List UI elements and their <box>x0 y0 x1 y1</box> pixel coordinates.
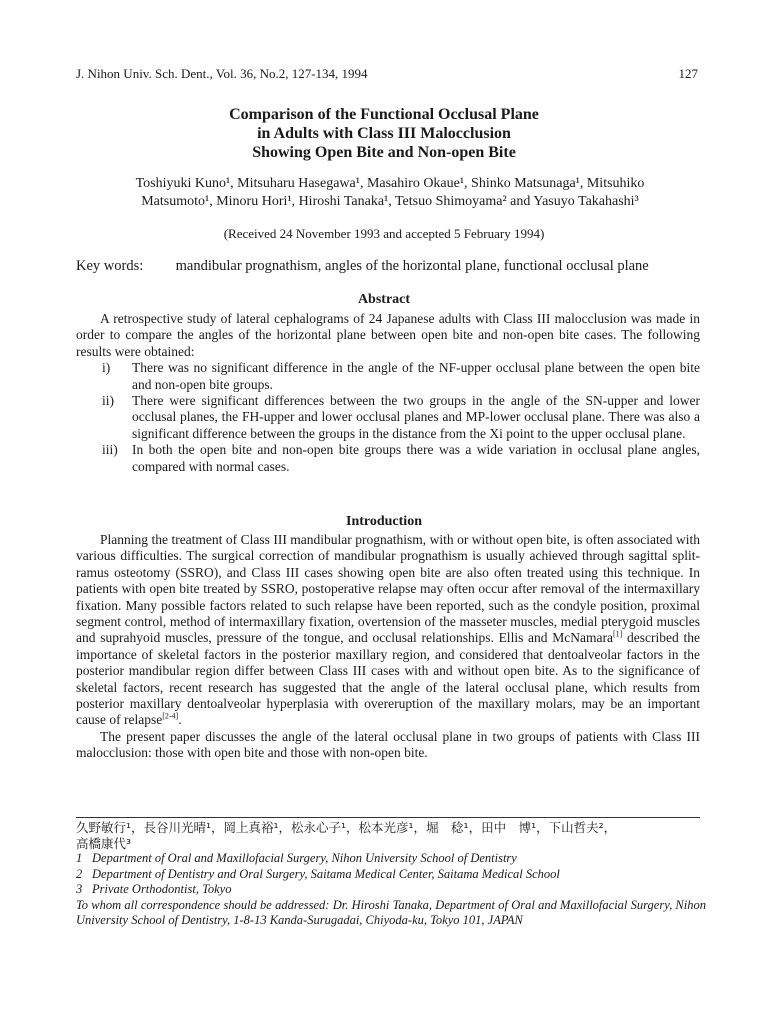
footnote-divider <box>76 817 700 818</box>
author-line: Toshiyuki Kuno¹, Mitsuharu Hasegawa¹, Masahiro Okaue¹, Shinko Matsunaga¹, Mitsuhiko <box>135 176 645 191</box>
author-list <box>80 175 700 211</box>
citation-ref: [2-4] <box>162 711 179 721</box>
result-item <box>76 360 700 393</box>
abstract-intro: A retrospective study of lateral cephalograms of 24 Japanese adults with Class III malocclusion was made in order to compare the angles of the horizontal plane between open bite and non-open bite cases. The following results were obtained: <box>76 311 700 359</box>
results-list <box>76 360 700 475</box>
result-marker: ii) <box>102 393 114 409</box>
citation-ref: [1] <box>612 629 623 639</box>
introduction-heading: Introduction <box>346 514 422 529</box>
affiliation <box>76 867 706 883</box>
keywords-label: Key words: <box>76 258 144 274</box>
result-item <box>76 393 700 442</box>
title-line: Comparison of the Functional Occlusal Plane <box>229 106 539 123</box>
introduction-paragraph <box>76 532 700 729</box>
affiliation-text: Department of Dentistry and Oral Surgery, Saitama Medical Center, Saitama Medical School <box>92 866 560 881</box>
affiliation-text: Private Orthodontist, Tokyo <box>92 882 232 896</box>
keywords <box>76 258 649 275</box>
affiliation-number: 3 <box>76 882 83 896</box>
title-line: in Adults with Class III Malocclusion <box>257 125 511 142</box>
japanese-author-names: 高橋康代³ <box>76 835 132 851</box>
introduction-body <box>76 532 700 762</box>
page-number: 127 <box>678 66 698 81</box>
received-dates: (Received 24 November 1993 and accepted 5 February 1994) <box>223 226 545 241</box>
abstract-heading: Abstract <box>357 292 411 307</box>
footnotes <box>76 820 706 929</box>
affiliation <box>76 882 706 898</box>
affiliation <box>76 851 706 867</box>
japanese-author-names: 久野敏行¹，長谷川光晴¹，岡上真裕¹，松永心子¹，松本光彦¹，堀 稔¹，田中 博¹，下山哲夫²， <box>76 820 617 835</box>
affiliation-text: Department of Oral and Maxillofacial Surgery, Nihon University School of Dentistry <box>92 851 517 865</box>
running-head: J. Nihon Univ. Sch. Dent., Vol. 36, No.2, 127-134, 1994 <box>76 66 368 81</box>
affiliation-number: 2 <box>76 866 83 881</box>
intro-text: Planning the treatment of Class III mandibular prognathism, with or without open bite, is often associated with various difficulties. The surgical correction of mandibular prognathism is usually achieved through sagittal split-ramus osteotomy (SSRO), and Class III cases showing open bite are also often treated using this technique. In patients with open bite treated by SSRO, postoperative relapse may often occur after removal of the intermaxillary fixation. Many possible factors related to such relapse have been reported, such as the condyle position, proximal segment control, method of intermaxillary fixation, overtension of the masseter muscles, medial pterygoid muscles and suprahyoid muscles, pressure of the tongue, and occlusal relationships. Ellis and McNamara <box>76 532 700 646</box>
result-text: In both the open bite and non-open bite groups there was a wide variation in occlusal plane angles, compared with normal cases. <box>132 442 700 474</box>
article-title <box>0 105 768 162</box>
keywords-text: mandibular prognathism, angles of the horizontal plane, functional occlusal plane <box>175 258 649 274</box>
affiliation-number: 1 <box>76 851 83 865</box>
abstract-body <box>76 311 700 475</box>
correspondence-note: To whom all correspondence should be addressed: Dr. Hiroshi Tanaka, Department of Oral and Maxillofacial Surgery, Nihon University School of Dentistry, 1-8-13 Kanda-Surugadai, Chiyoda-ku, Tokyo 101, JAPAN <box>76 897 706 927</box>
result-marker: i) <box>102 360 111 376</box>
intro-text: described the importance of skeletal factors in the posterior maxillary region, and considered that dentoalveolar factors in the posterior mandibular region differ between Class III cases with and without open bite. As to the significance of skeletal factors, recent research has suggested that the angle of the lateral occlusal plane, which results from posterior maxillary dentoalveolar hyperplasia with overeruption of the maxillary molars, may be an important cause of relapse <box>76 630 700 728</box>
result-text: There were significant differences between the two groups in the angle of the SN-upper and lower occlusal planes, the FH-upper and lower occlusal planes and MP-lower occlusal plane. There was also a significant difference between the groups in the distance from the Xi point to the upper occlusal plane. <box>132 393 700 441</box>
introduction-paragraph: The present paper discusses the angle of the lateral occlusal plane in two groups of patients with Class III malocclusion: those with open bite and those with non-open bite. <box>76 728 700 761</box>
author-line: Matsumoto¹, Minoru Hori¹, Hiroshi Tanaka¹, Tetsuo Shimoyama² and Yasuyo Takahashi³ <box>141 194 639 209</box>
result-text: There was no significant difference in the angle of the NF-upper occlusal plane between the open bite and non-open bite groups. <box>132 360 700 392</box>
result-marker: iii) <box>102 442 118 458</box>
title-line: Showing Open Bite and Non-open Bite <box>252 144 516 161</box>
intro-text: . <box>178 712 182 728</box>
result-item <box>76 442 700 475</box>
